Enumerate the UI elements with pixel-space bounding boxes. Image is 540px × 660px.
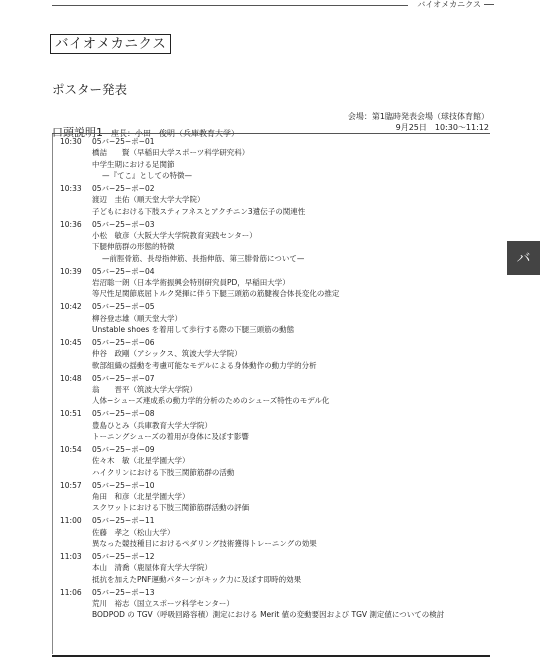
presentation-time: 10:36	[60, 219, 82, 229]
bottom-rule	[52, 655, 490, 657]
presentation-id: 05バ−25−ポ−06	[92, 338, 155, 348]
presentation-time: 10:54	[60, 445, 82, 455]
presentation-item	[60, 136, 492, 181]
presentation-time: 11:03	[60, 552, 82, 562]
presentation-author: 岩沼聡一朗（日本学術振興会特別研究員PD，早稲田大学）	[92, 277, 290, 287]
presentation-item	[60, 480, 492, 514]
presentation-item	[60, 408, 492, 442]
presentation-title: BODPOD の TGV（呼吸回路容積）測定における Merit 値の変動要因および TGV 測定値についての検討	[92, 610, 445, 620]
presentation-id: 05バ−25−ポ−05	[92, 302, 155, 312]
presentation-title: トーニングシューズの着用が身体に及ぼす影響	[92, 432, 249, 441]
section-tab: バ	[507, 241, 540, 275]
presentation-time: 10:48	[60, 373, 82, 383]
presentation-author: 佐藤 孝之（松山大学）	[92, 527, 175, 537]
presentation-id: 05バ−25−ポ−02	[92, 183, 155, 193]
presentation-author: 橋詰 賢（早稲田大学スポーツ科学研究科）	[92, 148, 250, 158]
presentation-title: 中学生期における足関節	[92, 159, 175, 169]
presentation-item	[60, 515, 492, 549]
presentation-id: 05バ−25−ポ−08	[92, 409, 155, 419]
top-rule	[52, 5, 408, 6]
presentation-time: 10:45	[60, 338, 82, 348]
section-title: バイオメカニクス	[50, 34, 171, 54]
list-rule	[52, 134, 53, 654]
session-chair: 座長：小田 俊明（兵庫教育大学）	[111, 129, 239, 138]
presentation-item	[60, 337, 492, 371]
presentation-time: 10:42	[60, 302, 82, 312]
presentation-title: ハイクリンにおける下肢三関節筋群の活動	[92, 467, 235, 477]
presentation-title: 下腿伸筋群の形態的特徴	[92, 242, 175, 252]
venue: 会場：第1臨時発表会場（球技体育館）	[347, 112, 489, 121]
presentation-author: 荒川 裕志（国立スポーツ科学センター）	[92, 599, 234, 609]
presentation-time: 10:51	[60, 409, 82, 419]
presentation-id: 05バ−25−ポ−07	[92, 373, 155, 383]
presentation-author: 翁 晋平（筑波大学大学院）	[92, 385, 197, 395]
presentation-time: 10:30	[60, 137, 82, 146]
presentation-title: —前脛骨筋、長母指伸筋、長指伸筋、第三腓骨筋について—	[102, 253, 305, 263]
presentation-title: スクワットにおける下肢三関節筋群活動の評価	[92, 503, 250, 513]
presentation-id: 05バ−25−ポ−11	[92, 516, 155, 526]
session-name: 口頭説明1	[52, 126, 103, 139]
presentation-author: 小松 敏彦（大阪大学大学院教育実践センター）	[92, 230, 257, 240]
presentation-id: 05バ−25−ポ−09	[92, 445, 155, 455]
presentation-author: 本山 清喬（鹿屋体育大学大学院）	[92, 563, 212, 573]
presentation-title: —『てこ』としての特徴—	[102, 170, 192, 180]
presentation-list	[60, 136, 492, 623]
presentation-item	[60, 587, 492, 621]
page-subtitle: ポスター発表	[52, 82, 128, 97]
presentation-id: 05バ−25−ポ−12	[92, 552, 155, 562]
presentation-item	[60, 219, 492, 264]
presentation-time: 11:00	[60, 516, 82, 526]
presentation-id: 05バ−25−ポ−10	[92, 480, 155, 490]
session-datetime: 9月25日 10:30〜11:12	[395, 123, 489, 132]
presentation-time: 10:33	[60, 183, 82, 193]
presentation-item	[60, 266, 492, 300]
presentation-author: 仲谷 政剛（アシックス、筑波大学大学院）	[92, 349, 242, 359]
presentation-title: 抵抗を加えたPNF運動パターンがキック力に及ぼす即時的効果	[92, 574, 302, 584]
presentation-title: Unstable shoes を着用して歩行する際の下腿三頭筋の動態	[92, 324, 295, 334]
presentation-title: 子どもにおける下肢スティフネスとアクチニン3遺伝子の関連性	[92, 206, 306, 216]
presentation-time: 10:39	[60, 266, 82, 276]
presentation-author: 豊島ひとみ（兵庫教育大学大学院）	[92, 420, 212, 430]
presentation-title: 人体−シューズ連成系の動力学的分析のためのシューズ特性のモデル化	[92, 396, 330, 406]
presentation-item	[60, 183, 492, 217]
presentation-id: 05バ−25−ポ−03	[92, 219, 155, 229]
presentation-author: 佐々木 敏（北星学園大学）	[92, 456, 190, 466]
presentation-time: 10:57	[60, 480, 82, 490]
presentation-id: 05バ−25−ポ−04	[92, 266, 155, 276]
presentation-time: 11:06	[60, 587, 82, 597]
presentation-author: 渡辺 圭佑（順天堂大学大学院）	[92, 195, 205, 205]
presentation-title: 異なった競技種目におけるペダリング技術獲得トレーニングの効果	[92, 539, 317, 549]
presentation-author: 柳谷登志雄（順天堂大学）	[92, 313, 182, 323]
presentation-item	[60, 301, 492, 335]
presentation-item	[60, 444, 492, 478]
presentation-title: 軟部組織の揺動を考慮可能なモデルによる身体動作の動力学的分析	[92, 360, 317, 370]
presentation-author: 角田 和彦（北星学園大学）	[92, 492, 190, 502]
presentation-id: 05バ−25−ポ−01	[92, 137, 155, 146]
presentation-title: 等尺性足関節底屈トルク発揮に伴う下腿三頭筋の筋腱複合体長変化の推定	[92, 289, 340, 299]
running-head: バイオメカニクス	[417, 0, 494, 10]
presentation-id: 05バ−25−ポ−13	[92, 587, 155, 597]
presentation-item	[60, 551, 492, 585]
presentation-item	[60, 373, 492, 407]
session-rule	[52, 133, 490, 134]
